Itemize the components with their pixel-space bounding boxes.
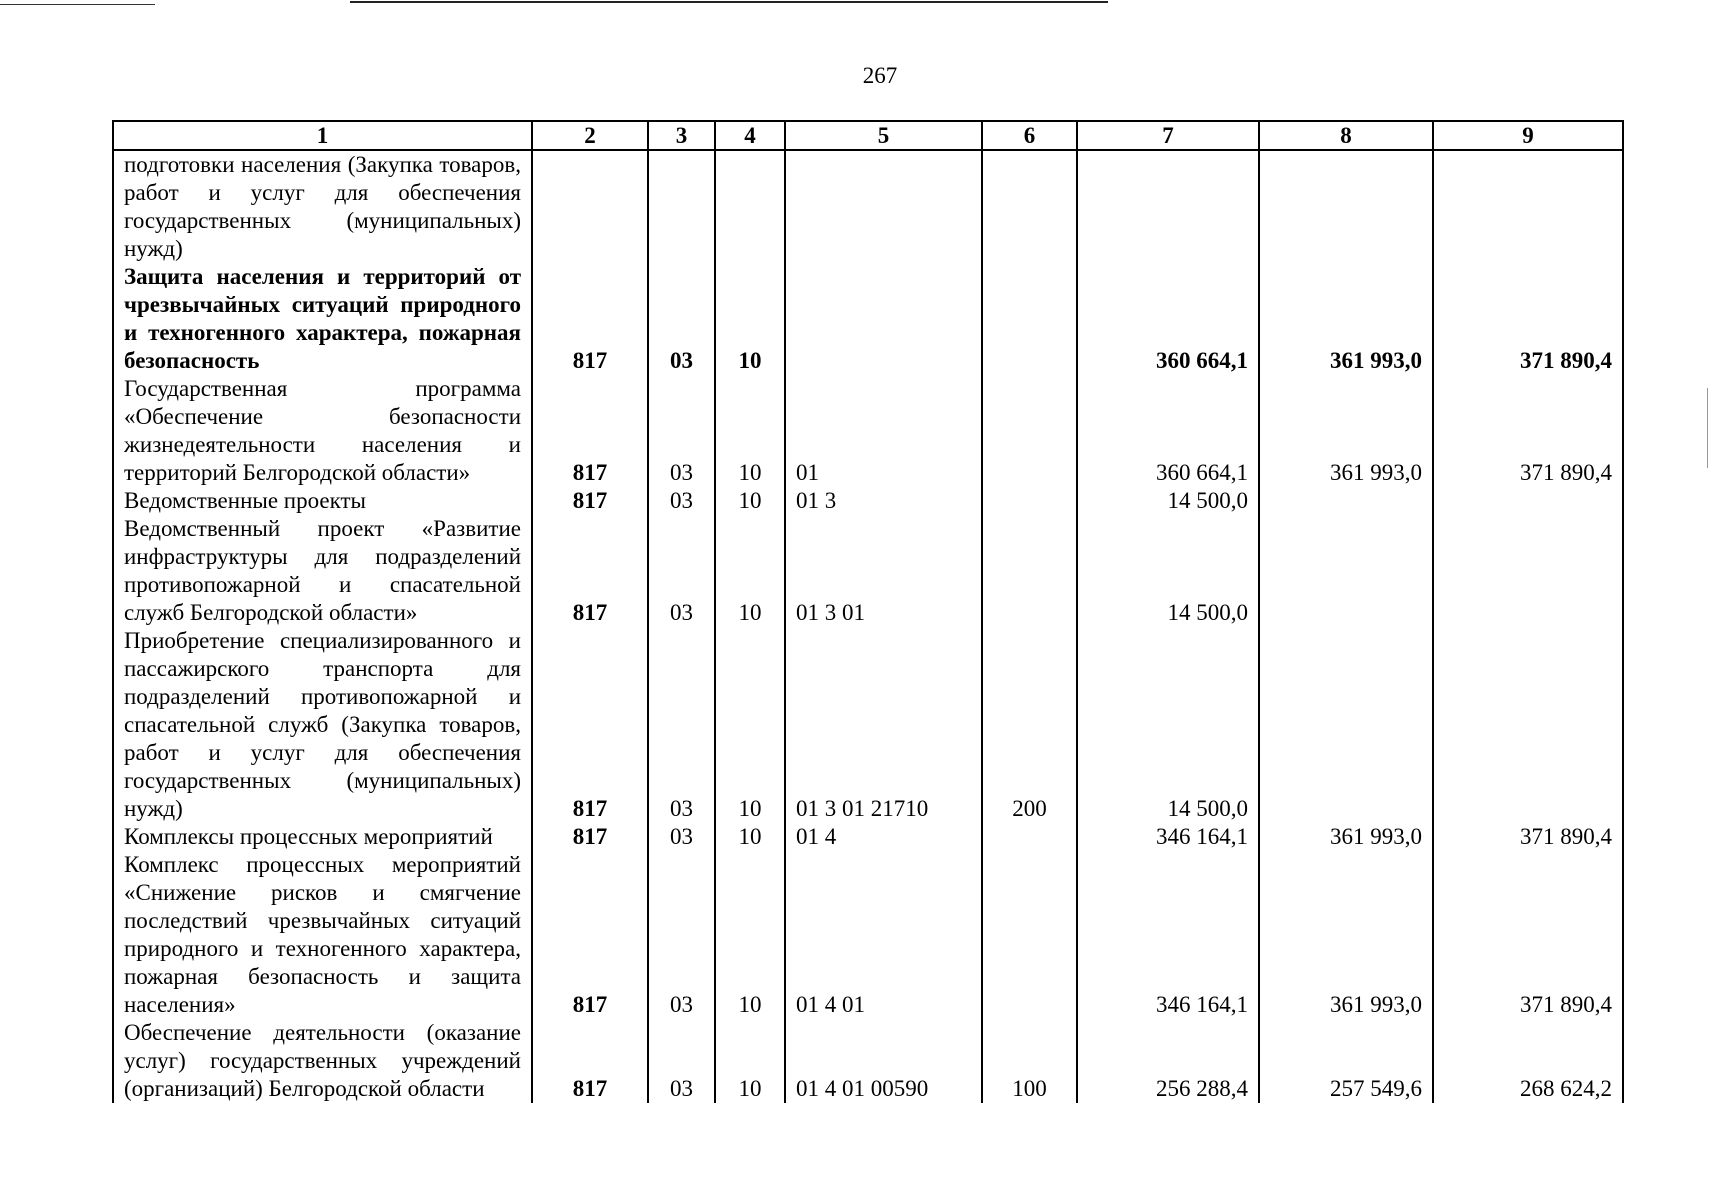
cell-section — [648, 150, 715, 263]
scan-artifact-line — [0, 4, 155, 5]
cell-expense-type — [982, 487, 1077, 515]
budget-table-container — [112, 120, 1624, 1103]
row-description: Ведомственный проект «Развитие инфраструктуры для подразделений противопожарной и спасательной служб Белгородской области» — [113, 515, 532, 627]
cell-expense-type — [982, 263, 1077, 375]
cell-amount-col8 — [1259, 515, 1433, 627]
table-row — [113, 515, 1623, 627]
cell-subsection: 10 — [715, 823, 785, 851]
cell-ministry-code: 817 — [532, 515, 648, 627]
cell-amount-col8: 361 993,0 — [1259, 263, 1433, 375]
cell-amount-col7: 14 500,0 — [1077, 487, 1259, 515]
cell-amount-col9: 371 890,4 — [1433, 851, 1623, 1019]
table-row — [113, 851, 1623, 1019]
cell-ministry-code: 817 — [532, 263, 648, 375]
cell-expense-type — [982, 375, 1077, 487]
cell-target-article — [785, 150, 982, 263]
cell-amount-col8 — [1259, 627, 1433, 823]
table-row — [113, 150, 1623, 263]
cell-section: 03 — [648, 375, 715, 487]
cell-section: 03 — [648, 487, 715, 515]
cell-target-article: 01 4 01 — [785, 851, 982, 1019]
cell-ministry-code — [532, 150, 648, 263]
scan-artifact-mark — [1707, 388, 1708, 468]
cell-expense-type — [982, 823, 1077, 851]
scan-artifact-line — [350, 1, 1108, 3]
cell-target-article: 01 3 — [785, 487, 982, 515]
cell-ministry-code: 817 — [532, 487, 648, 515]
cell-amount-col7: 360 664,1 — [1077, 375, 1259, 487]
row-description: Комплексы процессных мероприятий — [113, 823, 532, 851]
cell-amount-col8: 257 549,6 — [1259, 1019, 1433, 1103]
cell-section: 03 — [648, 823, 715, 851]
cell-section: 03 — [648, 851, 715, 1019]
cell-target-article: 01 3 01 21710 — [785, 627, 982, 823]
cell-amount-col7: 360 664,1 — [1077, 263, 1259, 375]
column-header: 6 — [982, 121, 1077, 150]
column-header: 7 — [1077, 121, 1259, 150]
table-row — [113, 1019, 1623, 1103]
row-description: Приобретение специализированного и пассажирского транспорта для подразделений противопожарной и спасательной служб (Закупка товаров, работ и услуг для обеспечения государственных (муниципальных) нужд) — [113, 627, 532, 823]
cell-amount-col9: 371 890,4 — [1433, 263, 1623, 375]
cell-amount-col9: 371 890,4 — [1433, 375, 1623, 487]
column-header: 3 — [648, 121, 715, 150]
cell-amount-col7: 14 500,0 — [1077, 627, 1259, 823]
cell-section: 03 — [648, 627, 715, 823]
cell-expense-type — [982, 150, 1077, 263]
column-header: 1 — [113, 121, 532, 150]
table-row — [113, 823, 1623, 851]
cell-amount-col9 — [1433, 515, 1623, 627]
cell-section: 03 — [648, 1019, 715, 1103]
table-row — [113, 627, 1623, 823]
cell-expense-type — [982, 851, 1077, 1019]
cell-subsection: 10 — [715, 627, 785, 823]
column-header: 2 — [532, 121, 648, 150]
row-description: Комплекс процессных мероприятий «Снижение рисков и смягчение последствий чрезвычайных ситуаций природного и техногенного характера, пожарная безопасность и защита населения» — [113, 851, 532, 1019]
cell-amount-col8 — [1259, 150, 1433, 263]
budget-table — [112, 120, 1624, 1103]
cell-amount-col7: 256 288,4 — [1077, 1019, 1259, 1103]
cell-expense-type — [982, 515, 1077, 627]
cell-subsection: 10 — [715, 851, 785, 1019]
cell-section: 03 — [648, 263, 715, 375]
column-header: 4 — [715, 121, 785, 150]
cell-ministry-code: 817 — [532, 823, 648, 851]
cell-amount-col7: 14 500,0 — [1077, 515, 1259, 627]
column-header: 5 — [785, 121, 982, 150]
cell-target-article: 01 3 01 — [785, 515, 982, 627]
cell-amount-col9 — [1433, 150, 1623, 263]
cell-amount-col7 — [1077, 150, 1259, 263]
table-row — [113, 263, 1623, 375]
column-header: 8 — [1259, 121, 1433, 150]
cell-subsection — [715, 150, 785, 263]
cell-amount-col8 — [1259, 487, 1433, 515]
cell-amount-col8: 361 993,0 — [1259, 375, 1433, 487]
cell-amount-col7: 346 164,1 — [1077, 851, 1259, 1019]
cell-subsection: 10 — [715, 515, 785, 627]
cell-target-article: 01 — [785, 375, 982, 487]
cell-ministry-code: 817 — [532, 627, 648, 823]
cell-ministry-code: 817 — [532, 1019, 648, 1103]
cell-target-article: 01 4 — [785, 823, 982, 851]
cell-expense-type: 200 — [982, 627, 1077, 823]
cell-amount-col7: 346 164,1 — [1077, 823, 1259, 851]
cell-ministry-code: 817 — [532, 851, 648, 1019]
cell-amount-col9 — [1433, 487, 1623, 515]
page-number: 267 — [862, 63, 898, 88]
cell-target-article: 01 4 01 00590 — [785, 1019, 982, 1103]
cell-subsection: 10 — [715, 487, 785, 515]
cell-ministry-code: 817 — [532, 375, 648, 487]
cell-expense-type: 100 — [982, 1019, 1077, 1103]
table-header-row — [113, 121, 1623, 150]
cell-subsection: 10 — [715, 263, 785, 375]
cell-section: 03 — [648, 515, 715, 627]
row-description: Ведомственные проекты — [113, 487, 532, 515]
table-row — [113, 487, 1623, 515]
row-description: подготовки населения (Закупка товаров, работ и услуг для обеспечения государственных (муниципальных) нужд) — [113, 150, 532, 263]
table-row — [113, 375, 1623, 487]
cell-amount-col9: 268 624,2 — [1433, 1019, 1623, 1103]
row-description: Обеспечение деятельности (оказание услуг) государственных учреждений (организаций) Белгородской области — [113, 1019, 532, 1103]
cell-amount-col9: 371 890,4 — [1433, 823, 1623, 851]
row-description: Защита населения и территорий от чрезвычайных ситуаций природного и техногенного характера, пожарная безопасность — [113, 263, 532, 375]
cell-amount-col8: 361 993,0 — [1259, 851, 1433, 1019]
cell-amount-col8: 361 993,0 — [1259, 823, 1433, 851]
cell-subsection: 10 — [715, 1019, 785, 1103]
cell-amount-col9 — [1433, 627, 1623, 823]
row-description: Государственная программа «Обеспечение безопасности жизнедеятельности населения и территорий Белгородской области» — [113, 375, 532, 487]
cell-target-article — [785, 263, 982, 375]
cell-subsection: 10 — [715, 375, 785, 487]
column-header: 9 — [1433, 121, 1623, 150]
